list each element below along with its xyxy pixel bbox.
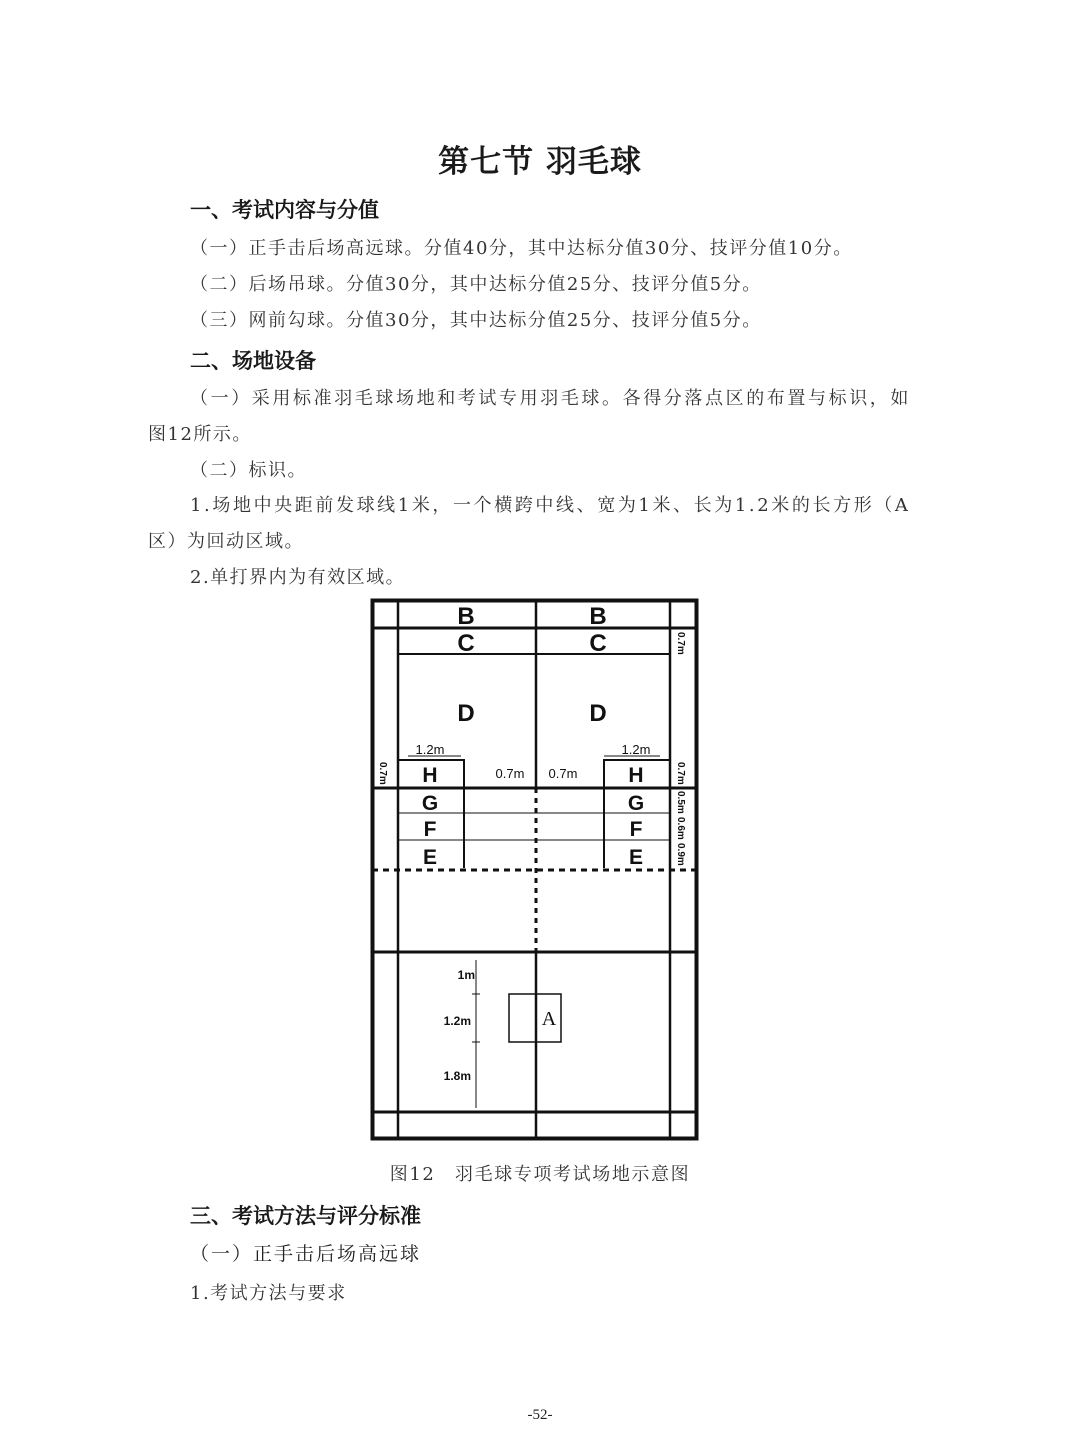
- measure-0-9m: 0.9m: [675, 843, 686, 866]
- section-1-item-3: （三）网前勾球。分值30分，其中达标分值25分、技评分值5分。: [190, 310, 762, 331]
- measure-0-7m-left: 0.7m: [377, 762, 388, 785]
- zone-a-label: A: [541, 1008, 557, 1030]
- zone-d-right-label: D: [589, 700, 607, 727]
- section-3-heading: 三、考试方法与评分标准: [190, 1204, 421, 1228]
- section-1-heading: 一、考试内容与分值: [190, 198, 379, 222]
- zone-h-right-label: H: [628, 764, 644, 787]
- zone-b-left-label: B: [457, 603, 475, 630]
- figure-caption: 图12 羽毛球专项考试场地示意图: [389, 1164, 691, 1185]
- measure-1m: 1m: [457, 968, 475, 982]
- measure-1-2m-lower: 1.2m: [443, 1014, 471, 1028]
- court-diagram: [360, 590, 710, 1150]
- measure-0-7m-right-top: 0.7m: [675, 632, 686, 655]
- section-2-para-1-line-1: （一）采用标准羽毛球场地和考试专用羽毛球。各得分落点区的布置与标识，如: [190, 388, 911, 409]
- measure-0-7m-centre-right: 0.7m: [548, 766, 578, 781]
- zone-e-right-label: E: [628, 846, 644, 869]
- section-2-para-2: （二）标识。: [190, 460, 307, 481]
- zone-d-left-label: D: [457, 700, 475, 727]
- zone-e-left-label: E: [422, 846, 438, 869]
- section-3-sub-1-item-1: 1.考试方法与要求: [190, 1283, 347, 1304]
- measure-0-7m-centre-left: 0.7m: [495, 766, 525, 781]
- zone-f-left-label: F: [423, 818, 437, 841]
- page-title: 第七节 羽毛球: [438, 144, 642, 180]
- measure-0-6m: 0.6m: [675, 817, 686, 840]
- section-2-para-4: 2.单打界内为有效区域。: [190, 567, 406, 588]
- zone-h-left-label: H: [422, 764, 438, 787]
- section-1-item-2: （二）后场吊球。分值30分，其中达标分值25分、技评分值5分。: [190, 274, 762, 295]
- measure-0-5m: 0.5m: [675, 791, 686, 814]
- section-3-sub-1: （一）正手击后场高远球: [190, 1243, 422, 1265]
- zone-c-left-label: C: [457, 630, 475, 657]
- measure-0-7m-right-mid: 0.7m: [675, 762, 686, 785]
- section-2-heading: 二、场地设备: [190, 349, 316, 373]
- section-2-para-3-line-1: 1.场地中央距前发球线1米，一个横跨中线、宽为1米、长为1.2米的长方形（A: [190, 495, 911, 516]
- measure-1-8m: 1.8m: [443, 1069, 471, 1083]
- section-2-para-1-line-2: 图12所示。: [148, 424, 252, 445]
- measure-1-2m-left: 1.2m: [415, 742, 445, 757]
- zone-b-right-label: B: [589, 603, 607, 630]
- measure-1-2m-right: 1.2m: [621, 742, 651, 757]
- section-1-item-1: （一）正手击后场高远球。分值40分，其中达标分值30分、技评分值10分。: [190, 238, 853, 259]
- zone-g-left-label: G: [421, 792, 439, 815]
- zone-f-right-label: F: [629, 818, 643, 841]
- zone-c-right-label: C: [589, 630, 607, 657]
- zone-g-right-label: G: [627, 792, 645, 815]
- section-2-para-3-line-2: 区）为回动区域。: [148, 531, 304, 552]
- page-number: -52-: [527, 1407, 553, 1423]
